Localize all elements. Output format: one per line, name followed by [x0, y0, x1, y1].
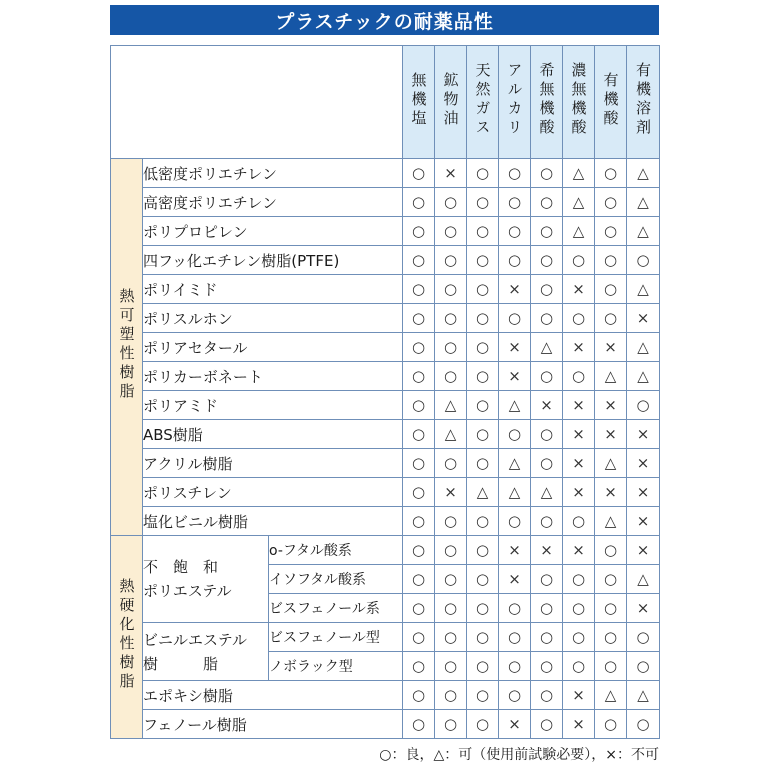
- resistance-cell: ○: [595, 710, 627, 739]
- resistance-cell: △: [435, 420, 467, 449]
- resistance-cell: ○: [531, 420, 563, 449]
- resistance-cell: ○: [403, 333, 435, 362]
- resistance-cell: ○: [467, 391, 499, 420]
- header-corner: [111, 46, 403, 159]
- resistance-cell: ×: [563, 275, 595, 304]
- resistance-cell: ○: [467, 304, 499, 333]
- resistance-cell: ○: [531, 449, 563, 478]
- material-name: フェノール樹脂: [143, 710, 403, 739]
- resistance-cell: ○: [403, 507, 435, 536]
- resistance-cell: ×: [627, 304, 660, 333]
- material-subtype: ビスフェノール型: [269, 623, 403, 652]
- resistance-cell: △: [627, 159, 660, 188]
- resistance-cell: △: [499, 478, 531, 507]
- resistance-cell: ○: [435, 652, 467, 681]
- table-row: [111, 478, 660, 507]
- resistance-cell: ○: [403, 565, 435, 594]
- column-header: 無機塩: [403, 46, 435, 159]
- resistance-cell: ○: [531, 188, 563, 217]
- table-row: [111, 246, 660, 275]
- table-row: [111, 623, 660, 652]
- resistance-cell: ○: [467, 333, 499, 362]
- resistance-cell: ○: [499, 681, 531, 710]
- table-row: [111, 681, 660, 710]
- resistance-cell: ○: [563, 565, 595, 594]
- resistance-cell: ○: [403, 478, 435, 507]
- resistance-cell: ×: [563, 420, 595, 449]
- resistance-cell: ○: [467, 652, 499, 681]
- resistance-cell: ×: [563, 710, 595, 739]
- resistance-cell: ×: [531, 391, 563, 420]
- resistance-cell: ×: [595, 333, 627, 362]
- resistance-cell: △: [595, 507, 627, 536]
- resistance-cell: ×: [499, 333, 531, 362]
- resistance-cell: ×: [499, 275, 531, 304]
- resistance-cell: △: [499, 449, 531, 478]
- table-row: [111, 420, 660, 449]
- resistance-cell: ○: [627, 391, 660, 420]
- resistance-cell: ○: [531, 304, 563, 333]
- resistance-cell: ○: [467, 681, 499, 710]
- resistance-cell: △: [563, 159, 595, 188]
- resistance-cell: ×: [435, 159, 467, 188]
- resistance-cell: ○: [435, 333, 467, 362]
- resistance-cell: ○: [435, 449, 467, 478]
- resistance-cell: ×: [627, 449, 660, 478]
- resistance-cell: ×: [531, 536, 563, 565]
- resistance-cell: △: [595, 362, 627, 391]
- column-header: 希無機酸: [531, 46, 563, 159]
- resistance-cell: ○: [467, 159, 499, 188]
- resistance-cell: △: [435, 391, 467, 420]
- resistance-cell: ○: [499, 594, 531, 623]
- resistance-cell: ×: [499, 710, 531, 739]
- resistance-cell: △: [531, 333, 563, 362]
- resistance-cell: ○: [531, 594, 563, 623]
- resistance-cell: △: [627, 565, 660, 594]
- resistance-cell: ×: [627, 420, 660, 449]
- resistance-cell: ○: [403, 710, 435, 739]
- resistance-cell: ○: [627, 246, 660, 275]
- resistance-cell: ○: [435, 507, 467, 536]
- resistance-cell: ○: [435, 536, 467, 565]
- resistance-cell: △: [531, 478, 563, 507]
- material-name: ポリスチレン: [143, 478, 403, 507]
- resistance-cell: △: [627, 275, 660, 304]
- resistance-cell: ○: [499, 217, 531, 246]
- resistance-cell: ×: [627, 478, 660, 507]
- resistance-cell: △: [563, 217, 595, 246]
- resistance-cell: ○: [595, 304, 627, 333]
- resistance-cell: ○: [403, 623, 435, 652]
- material-name: 低密度ポリエチレン: [143, 159, 403, 188]
- resistance-cell: ○: [467, 275, 499, 304]
- resistance-cell: ○: [403, 304, 435, 333]
- table-row: [111, 159, 660, 188]
- resistance-cell: ○: [467, 536, 499, 565]
- table-row: [111, 304, 660, 333]
- resistance-cell: ○: [531, 681, 563, 710]
- resistance-cell: ○: [467, 565, 499, 594]
- material-name: ABS樹脂: [143, 420, 403, 449]
- resistance-cell: ○: [435, 362, 467, 391]
- resistance-cell: ○: [627, 623, 660, 652]
- subgroup-label: 不 飽 和 ポリエステル: [143, 536, 269, 623]
- material-name: 高密度ポリエチレン: [143, 188, 403, 217]
- material-name: ポリプロピレン: [143, 217, 403, 246]
- resistance-cell: ×: [627, 536, 660, 565]
- resistance-cell: ○: [403, 536, 435, 565]
- resistance-cell: ○: [403, 594, 435, 623]
- resistance-cell: ○: [403, 652, 435, 681]
- resistance-cell: ○: [563, 623, 595, 652]
- resistance-cell: △: [467, 478, 499, 507]
- resistance-cell: ○: [467, 710, 499, 739]
- table-row: [111, 188, 660, 217]
- resistance-cell: ○: [595, 565, 627, 594]
- resistance-cell: △: [595, 681, 627, 710]
- legend: ○：良，△：可（使用前試験必要），×：不可: [379, 747, 659, 763]
- column-header: アルカリ: [499, 46, 531, 159]
- resistance-cell: ○: [435, 217, 467, 246]
- resistance-cell: ○: [403, 391, 435, 420]
- resistance-cell: ○: [499, 304, 531, 333]
- resistance-cell: ○: [403, 275, 435, 304]
- material-subtype: ノボラック型: [269, 652, 403, 681]
- column-header: 濃無機酸: [563, 46, 595, 159]
- resistance-cell: ○: [595, 217, 627, 246]
- material-name: ポリカーボネート: [143, 362, 403, 391]
- resistance-cell: ○: [499, 623, 531, 652]
- resistance-cell: ○: [435, 710, 467, 739]
- resistance-cell: ○: [435, 188, 467, 217]
- resistance-cell: ○: [467, 362, 499, 391]
- resistance-cell: ○: [531, 217, 563, 246]
- resistance-cell: ○: [531, 623, 563, 652]
- resistance-cell: ○: [403, 246, 435, 275]
- material-name: アクリル樹脂: [143, 449, 403, 478]
- resistance-cell: △: [627, 681, 660, 710]
- resistance-cell: ○: [435, 304, 467, 333]
- table-row: [111, 507, 660, 536]
- table-row: [111, 391, 660, 420]
- resistance-cell: ○: [531, 507, 563, 536]
- table-row: [111, 710, 660, 739]
- resistance-cell: ○: [563, 507, 595, 536]
- resistance-cell: ○: [499, 246, 531, 275]
- resistance-cell: ○: [563, 246, 595, 275]
- resistance-cell: ○: [499, 652, 531, 681]
- resistance-cell: ×: [627, 594, 660, 623]
- page-title: プラスチックの耐薬品性: [110, 5, 659, 35]
- resistance-cell: ○: [563, 594, 595, 623]
- chemical-resistance-table: [110, 45, 660, 739]
- resistance-cell: ○: [403, 681, 435, 710]
- resistance-cell: ○: [403, 159, 435, 188]
- column-header: 有機溶剤: [627, 46, 660, 159]
- resistance-cell: ○: [563, 652, 595, 681]
- material-name: ポリスルホン: [143, 304, 403, 333]
- material-name: エポキシ樹脂: [143, 681, 403, 710]
- resistance-cell: ×: [499, 362, 531, 391]
- resistance-cell: △: [627, 217, 660, 246]
- resistance-cell: ○: [467, 594, 499, 623]
- resistance-cell: ×: [563, 391, 595, 420]
- table-row: [111, 275, 660, 304]
- resistance-cell: ○: [531, 246, 563, 275]
- material-name: ポリイミド: [143, 275, 403, 304]
- material-name: ポリアセタール: [143, 333, 403, 362]
- table-row: [111, 217, 660, 246]
- table-row: [111, 449, 660, 478]
- resistance-cell: ○: [499, 507, 531, 536]
- resistance-cell: ○: [467, 507, 499, 536]
- resistance-cell: ○: [595, 623, 627, 652]
- resistance-cell: ○: [499, 420, 531, 449]
- resistance-cell: ○: [435, 246, 467, 275]
- resistance-cell: △: [499, 391, 531, 420]
- resistance-cell: ○: [435, 594, 467, 623]
- resistance-cell: ○: [403, 362, 435, 391]
- resistance-cell: ○: [435, 565, 467, 594]
- resistance-cell: ○: [531, 362, 563, 391]
- material-subtype: o-フタル酸系: [269, 536, 403, 565]
- resistance-cell: ○: [531, 652, 563, 681]
- table-row: [111, 362, 660, 391]
- column-header: 有機酸: [595, 46, 627, 159]
- resistance-cell: ×: [595, 391, 627, 420]
- table-row: [111, 333, 660, 362]
- resistance-cell: ○: [595, 246, 627, 275]
- material-subtype: ビスフェノール系: [269, 594, 403, 623]
- resistance-cell: ×: [499, 565, 531, 594]
- resistance-cell: ○: [595, 188, 627, 217]
- resistance-cell: ○: [467, 449, 499, 478]
- resistance-cell: ×: [499, 536, 531, 565]
- resistance-cell: ○: [531, 275, 563, 304]
- resistance-cell: ○: [403, 188, 435, 217]
- header-row: [111, 46, 660, 159]
- resistance-cell: ○: [595, 275, 627, 304]
- resistance-cell: ×: [563, 449, 595, 478]
- resistance-cell: ○: [595, 536, 627, 565]
- resistance-cell: ○: [403, 449, 435, 478]
- resistance-cell: ○: [531, 710, 563, 739]
- material-name: ポリアミド: [143, 391, 403, 420]
- table-row: [111, 536, 660, 565]
- resistance-cell: ○: [467, 420, 499, 449]
- resistance-cell: ○: [563, 304, 595, 333]
- material-subtype: イソフタル酸系: [269, 565, 403, 594]
- resistance-cell: ○: [563, 362, 595, 391]
- resistance-cell: △: [595, 449, 627, 478]
- resistance-cell: ○: [403, 217, 435, 246]
- resistance-cell: ×: [563, 681, 595, 710]
- resistance-cell: ×: [595, 420, 627, 449]
- resistance-cell: △: [563, 188, 595, 217]
- resistance-cell: ×: [563, 536, 595, 565]
- group-label: 熱硬化性樹脂: [111, 536, 143, 739]
- group-label: 熱可塑性樹脂: [111, 159, 143, 536]
- resistance-cell: ○: [499, 159, 531, 188]
- resistance-cell: ○: [467, 246, 499, 275]
- resistance-cell: ○: [435, 681, 467, 710]
- material-name: 塩化ビニル樹脂: [143, 507, 403, 536]
- resistance-cell: ○: [467, 623, 499, 652]
- resistance-cell: ×: [563, 333, 595, 362]
- resistance-cell: ○: [627, 710, 660, 739]
- resistance-cell: △: [627, 188, 660, 217]
- resistance-cell: △: [627, 362, 660, 391]
- resistance-cell: ○: [403, 420, 435, 449]
- resistance-cell: ○: [499, 188, 531, 217]
- resistance-cell: ○: [467, 188, 499, 217]
- resistance-cell: △: [627, 333, 660, 362]
- resistance-cell: ×: [627, 507, 660, 536]
- resistance-cell: ○: [435, 623, 467, 652]
- resistance-cell: ○: [435, 275, 467, 304]
- resistance-cell: ○: [595, 652, 627, 681]
- resistance-cell: ○: [595, 594, 627, 623]
- resistance-cell: ○: [627, 652, 660, 681]
- resistance-cell: ○: [531, 159, 563, 188]
- resistance-cell: ○: [467, 217, 499, 246]
- resistance-cell: ○: [531, 565, 563, 594]
- resistance-cell: ×: [563, 478, 595, 507]
- column-header: 鉱物油: [435, 46, 467, 159]
- subgroup-label: ビニルエステル 樹 脂: [143, 623, 269, 681]
- material-name: 四フッ化エチレン樹脂(PTFE): [143, 246, 403, 275]
- resistance-cell: ×: [435, 478, 467, 507]
- resistance-cell: ×: [595, 478, 627, 507]
- resistance-cell: ○: [595, 159, 627, 188]
- column-header: 天然ガス: [467, 46, 499, 159]
